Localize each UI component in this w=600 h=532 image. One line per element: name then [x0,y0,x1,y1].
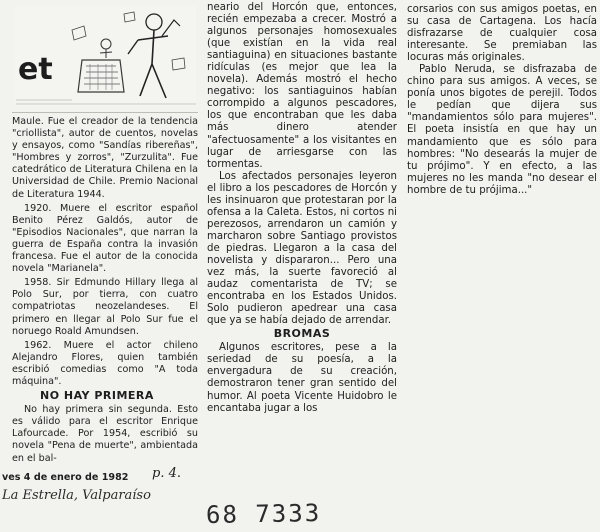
column-logo-text: et [18,52,53,87]
section-heading-bromas: BROMAS [273,327,331,341]
col2-paragraph: Los afectados personajes leyeron el libro a los pescadores de Horcón y les insinuaron que protestaran por la ofensa a la Caleta. Estos, ni cortos ni perezosos, arrendaron un camión y marcharon sobre Santiago provistos de piedras. Llegaron a la casa del novelista y dispararon... Pero una vez más, la suerte favoreció al audaz comentarista de TV; se encontraba en los Estados Unidos. Solo pudieron apedrear una casa que ya se había dejado de arrendar. [207,170,397,327]
column-3 [407,4,597,197]
col3-paragraph: corsarios con sus amigos poetas, en su casa de Cartagena. Los hacía disfrazarse de cualquier cosa interesante. Se premiaban las locuras más originales. [407,4,597,64]
col2-paragraph: neario del Horcón que, entonces, recién empezaba a crecer. Mostró a algunos personajes homosexuales (que existían en la vida real santiaguina) en situaciones bastante ridículas (es mejor que lea la novela). Además mostró el hecho negativo: los santiaguinos habían corrompido a algunos pescadores, los que encontraban que les daba más dinero atender "afectuosamente" a los visitantes en lugar de arriesgarse con las tormentas. [207,2,397,170]
col1-body: No hay primera sin segunda. Esto es válido para el escritor Enrique Lafourcade. Por 1954, escribió su novela "Pena de muerte", ambientada en el bal- [12,404,198,464]
handwritten-source: La Estrella, Valparaíso [2,488,151,503]
column-1 [12,116,198,467]
publication-date: ves 4 de enero de 1982 [2,472,129,483]
column-2 [207,2,397,415]
column-logo [12,0,198,113]
col1-paragraph: 1962. Muere el actor chileno Alejandro Flores, quien también escribió comedias como "A toda máquina". [12,339,198,387]
col3-paragraph: Pablo Neruda, se disfrazaba de chino para sus amigos. A veces, se ponía unos bigotes de perejil. Todos le pedían que dijera sus "mandamientos sólo para mujeres". El poeta insistía en que hay un mandamiento que es sólo para hombres: "No desearás la mujer de tu prójimo". Y en efecto, a las mujeres no les manda "no desear el hombre de tu prójima..." [407,64,597,196]
col1-paragraph: 1958. Sir Edmundo Hillary llega al Polo Sur, por tierra, con cuatro compatriotas neozelandeses. El primero en llegar al Polo Sur fue el noruego Roald Amundsen. [12,277,198,337]
catalog-number: 68 7333 [205,498,322,530]
col1-paragraph: Maule. Fue el creador de la tendencia "criollista", autor de cuentos, novelas y ensayos, como "Sandías ribereñas", "Hombres y zorros", "Zurzulita". Fue catedrático de Literatura Chilena en la Universidad de Chile. Premio Nacional de Literatura 1944. [12,116,198,200]
section-heading-no-hay-primera: NO HAY PRIMERA [40,389,154,403]
col2-body: Algunos escritores, pese a la seriedad de su poesía, a la envergadura de su creación, demostraron tener gran sentido del humor. Al poeta Vicente Huidobro le encantaba jugar a los [207,342,397,414]
col1-paragraph: 1920. Muere el escritor español Benito Pérez Galdós, autor de "Episodios Nacionales", que narran la guerra de España contra la invasión francesa. Fue el autor de la conocida novela "Marianela". [12,202,198,275]
handwritten-page-number: p. 4. [152,466,181,481]
